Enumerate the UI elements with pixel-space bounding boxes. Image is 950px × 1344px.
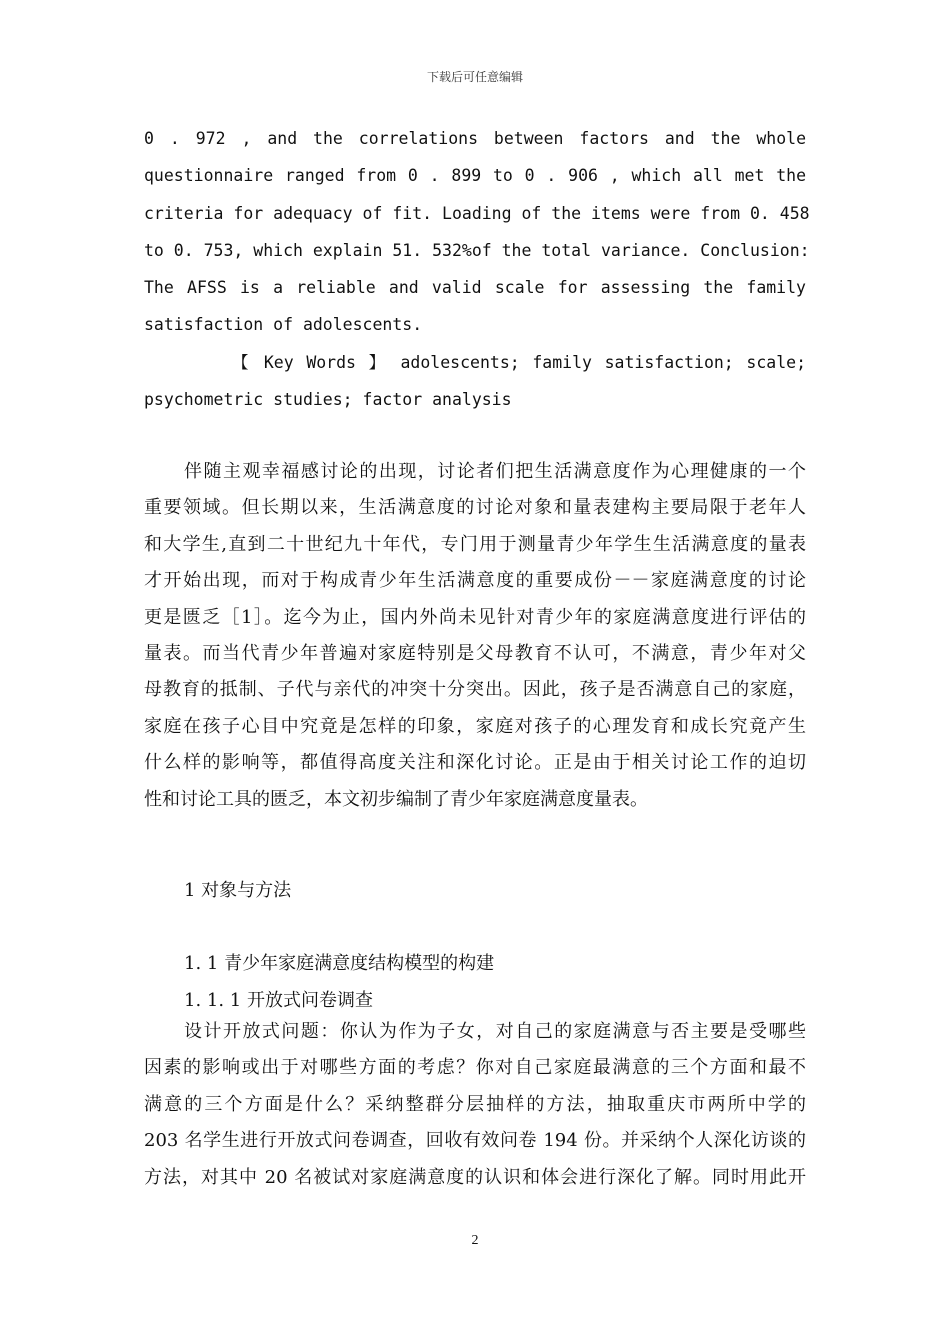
- paragraph-line: 因素的影响或出于对哪些方面的考虑？你对自己家庭最满意的三个方面和最不: [144, 1057, 806, 1079]
- english-abstract: [144, 120, 810, 418]
- paragraph-line: 满意的三个方面是什么？采纳整群分层抽样的方法，抽取重庆市两所中学的: [144, 1093, 806, 1115]
- abstract-line: questionnaire ranged from 0 . 899 to 0 . 906 , which all met the: [144, 166, 806, 186]
- keywords-line: psychometric studies; factor analysis: [144, 390, 512, 410]
- section-heading: 1 对象与方法: [184, 880, 292, 901]
- subsection-heading: 1. 1 青少年家庭满意度结构模型的构建: [184, 953, 495, 974]
- paragraph-line: 重要领域。但长期以来，生活满意度的讨论对象和量表建构主要局限于老年人: [144, 497, 806, 519]
- subsubsection-heading: 1. 1. 1 开放式问卷调查: [184, 990, 373, 1011]
- paragraph-line: 203 名学生进行开放式问卷调查，回收有效问卷 194 份。并采纳个人深化访谈的: [144, 1130, 806, 1152]
- paragraph-line: 和大学生,直到二十世纪九十年代，专门用于测量青少年学生生活满意度的量表: [144, 533, 806, 555]
- paragraph-line: 方法，对其中 20 名被试对家庭满意度的认识和体会进行深化了解。同时用此开: [144, 1166, 806, 1188]
- paragraph-line: 家庭在孩子心目中究竟是怎样的印象，家庭对孩子的心理发育和成长究竟产生: [144, 715, 806, 737]
- paragraph-line: 伴随主观幸福感讨论的出现，讨论者们把生活满意度作为心理健康的一个: [184, 461, 806, 482]
- paragraph-line: 母教育的抵制、子代与亲代的冲突十分突出。因此，孩子是否满意自己的家庭，: [144, 679, 806, 701]
- paragraph-line: 什么样的影响等，都值得高度关注和深化讨论。正是由于相关讨论工作的迫切: [144, 752, 806, 774]
- keywords-line: 【 Key Words 】 adolescents; family satisfaction; scale;: [232, 352, 806, 372]
- abstract-line: 0 . 972 , and the correlations between factors and the whole: [144, 129, 806, 148]
- paragraph-line: 性和讨论工具的匮乏，本文初步编制了青少年家庭满意度量表。: [144, 788, 648, 810]
- abstract-line: criteria for adequacy of fit. Loading of the items were from 0. 458: [144, 203, 810, 223]
- page-number: 2: [471, 1233, 479, 1248]
- abstract-line: The AFSS is a reliable and valid scale for assessing the family: [144, 278, 806, 298]
- method-paragraph: [144, 1014, 806, 1196]
- paragraph-line: 设计开放式问题：你认为作为子女，对自己的家庭满意与否主要是受哪些: [184, 1021, 806, 1042]
- paragraph-line: 量表。而当代青少年普遍对家庭特别是父母教育不认可，不满意，青少年对父: [144, 642, 806, 664]
- page-header: 下载后可任意编辑: [426, 70, 523, 84]
- abstract-line: to 0. 753, which explain 51. 532%of the total variance. Conclusion:: [144, 240, 810, 260]
- paragraph-line: 才开始出现，而对于构成青少年生活满意度的重要成份－－家庭满意度的讨论: [144, 570, 806, 592]
- paragraph-line: 更是匮乏［1］。迄今为止，国内外尚未见针对青少年的家庭满意度进行评估的: [144, 606, 806, 628]
- intro-paragraph: [144, 454, 806, 818]
- abstract-line: satisfaction of adolescents.: [144, 315, 423, 335]
